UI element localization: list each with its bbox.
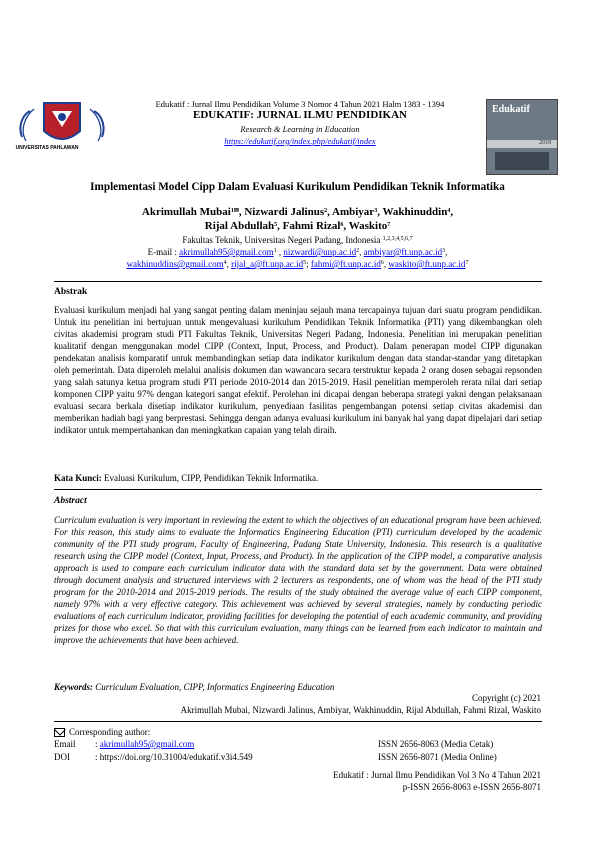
divider	[54, 489, 542, 490]
abstrak-text: Evaluasi kurikulum menjadi hal yang sangat penting dalam meninjau sejauh mana tercapainya tujuan dari suatu program pendidikan. Untuk itu penelitian ini bertujuan untuk mengevaluasi kurikulum Pendidikan Teknik Informatika (PTI) yang dikembangkan oleh civitas akademisi program studi PTI Fakultas Teknik, Universitas Negeri Padang, Indonesia. Penelitian ini merupakan penelitian kualitatif dengan menggunakan model CIPP (Context, Input, Process, and Product). Dalam penerapan model CIPP digunakan pendekatan analisis komparatif untuk membandingkan setiap data indikator kurikulum dengan data standar-standar yang ditetapkan oleh pemerintah. Data diperoleh melalui analisis dokumen dan wawancara secara terstruktur kepada 2 orang dosen sebagai repsonden yang salah satunya ketua program studi PTI periode 2010-2014 dan 2015-2019. Hasil penelitian memperoleh rerata nilai dari setiap komponen CIPP yaitu 97% dengan kategori sangat efektif. Perolehan ini dicapai dengan beberapa strategi yakni dengan pelaksanaan evaluasi secara berkala disetiap indikator kurikulum, penyediaan fasilitas pengembangan potensi setiap civitas akademisi dan memberikan hadiah bagi yang berprestasi. Sehingga dengan adanya evaluasi kurikulum ini banyak hal yang dapat dipelajari dari setiap indikator untuk mempertahankan dan meningkatkan capaian yang telah diraih.	[54, 305, 542, 435]
email-link-3[interactable]: ambiyar@ft.unp.ac.id	[363, 247, 443, 257]
email-link-4[interactable]: wakhinuddins@gmail.com	[126, 259, 224, 269]
authors-line-1: Akrimullah Mubai$^{1✉}$, Nizwardi Jalinus$^2$, Ambiyar$^3$, Wakhinuddin$^4$,	[141, 206, 454, 218]
corresponding-author-heading: Corresponding author:	[54, 727, 150, 738]
cover-title: Edukatif	[492, 104, 530, 115]
footer-journal: Edukatif : Jurnal Ilmu Pendidikan Vol 3 No 4 Tahun 2021	[333, 770, 541, 780]
doi-label: DOI	[54, 752, 70, 762]
abstract-heading: Abstract	[54, 496, 87, 506]
envelope-icon	[54, 728, 65, 737]
email-link-2[interactable]: nizwardi@unp.ac.id	[283, 247, 357, 257]
divider	[54, 721, 542, 722]
logo-text: UNIVERSITAS PAHLAWAN	[15, 145, 79, 151]
abstrak-keywords: Kata Kunci: Evaluasi Kurikulum, CIPP, Pendidikan Teknik Informatika.	[54, 473, 319, 483]
journal-volume-line: Edukatif : Jurnal Ilmu Pendidikan Volume 3 Nomor 4 Tahun 2021 Halm 1383 - 1394	[155, 99, 445, 109]
issn-print: ISSN 2656-8063 (Media Cetak)	[378, 739, 494, 749]
email-link-7[interactable]: waskito@ft.unp.ac.id	[388, 259, 466, 269]
divider	[54, 281, 542, 282]
journal-subtitle: Research & Learning in Education	[240, 124, 360, 134]
journal-title: EDUKATIF: JURNAL ILMU PENDIDIKAN	[192, 109, 407, 121]
abstrak-heading: Abstrak	[54, 287, 88, 297]
abstract-keywords: Keywords: Curriculum Evaluation, CIPP, Informatics Engineering Education	[54, 682, 335, 692]
email-link-5[interactable]: rijal_a@ft.unp.ac.id	[231, 259, 304, 269]
email-link-6[interactable]: fahmi@ft.unp.ac.id	[310, 259, 381, 269]
paper-title: Implementasi Model Cipp Dalam Evaluasi Kurikulum Pendidikan Teknik Informatika	[90, 181, 505, 193]
correspondence-email-link[interactable]: akrimullah95@gmail.com	[99, 739, 195, 749]
doi-value: : https://doi.org/10.31004/edukatif.v3i4.549	[95, 752, 253, 762]
correspondence-email: : akrimullah95@gmail.com	[95, 739, 195, 749]
email-line-1: E-mail : akrimullah95@gmail.com$^1$ , $nizwardi@unp.ac.id^2$, $ambiyar@ft.unp.ac.id^3$,	[147, 247, 448, 257]
email-line-2: wakhinuddins@gmail.com$^4$, $rijal\_a@ft.unp.ac.id^5$; $fahmi@ft.unp.ac.id^6$, $waskito@ft.unp.ac.id^7$	[126, 259, 469, 269]
footer-issn: p-ISSN 2656-8063 e-ISSN 2656-8071	[402, 782, 541, 792]
email-label: Email	[54, 739, 76, 749]
copyright-year: Copyright (c) 2021	[472, 693, 541, 703]
issn-online: ISSN 2656-8071 (Media Online)	[378, 752, 497, 762]
journal-url-link[interactable]: https://edukatif.org/index.php/edukatif/index	[224, 136, 376, 146]
university-logo	[14, 97, 110, 169]
cover-year: 2018	[539, 140, 551, 146]
journal-cover-image	[486, 99, 558, 175]
email-link-1[interactable]: akrimullah95@gmail.com	[179, 247, 274, 257]
affiliation: Fakultas Teknik, Universitas Negeri Padang, Indonesia $^{1,2,3,4,5,6,7}$	[182, 235, 413, 245]
abstract-text: Curriculum evaluation is very important in reviewing the extent to which the objectives of an educational program have been achieved. For this reason, this study aims to evaluate the Informatics Engineering Education (PTI) curriculum developed by the academic community of the PTI study program, Faculty of Engineering, Padang State University, Indonesia. This research is a qualitative research using the CIPP model (Context, Input, Process, and Product). In the application of the CIPP model, a comparative analysis approach is used to compare each curriculum indicator data with the standard data set by the government. Data were obtained through document analysis and structured interviews with 2 lecturers as respondents, one of whom was the head of the PTI study program for the 2010-2014 and 2015-2019 periods. The results of the study obtained the average value of each CIPP component, namely 97% with a very effective category. This achievement was achieved by several strategies, namely by conducting periodic evaluations of each curriculum indicator, providing facilities for developing the potential of each academic community, and providing prizes for those who excel. So that with this curriculum evaluation, many things can be learned from each indicator to maintain and improve the achievements that have been achieved.	[54, 515, 542, 645]
copyright-authors: Akrimullah Mubai, Nizwardi Jalinus, Ambiyar, Wakhinuddin, Rijal Abdullah, Fahmi Rizal, Waskito	[180, 705, 541, 715]
authors-line-2: Rijal Abdullah$^5$, Fahmi Rizal$^6$, Waskito$^7$	[204, 220, 391, 232]
